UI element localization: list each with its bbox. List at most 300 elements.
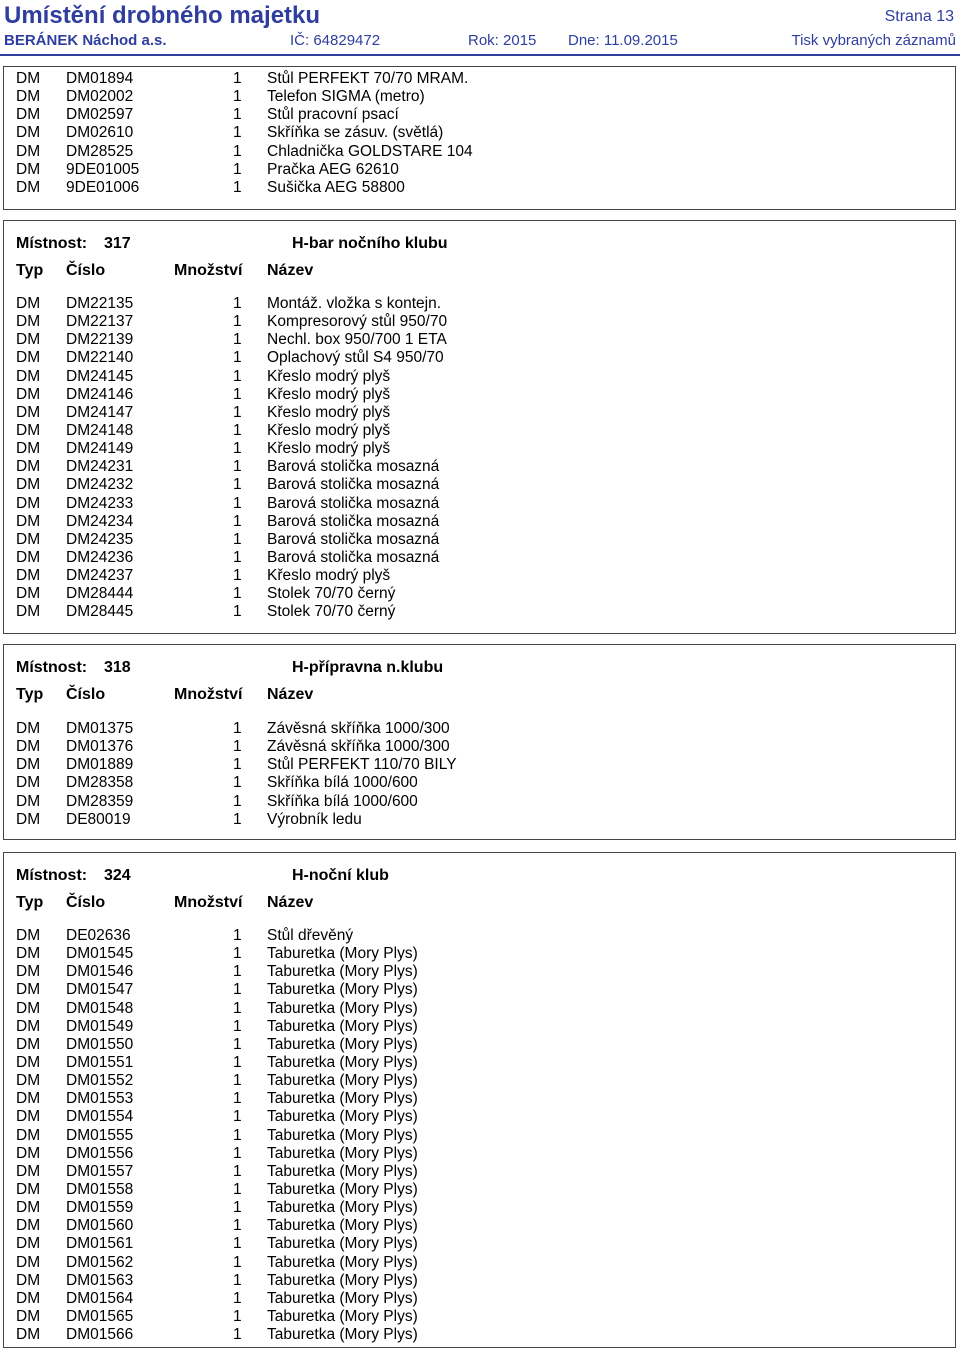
cell-cislo: DM01552	[66, 1072, 134, 1090]
table-row	[4, 1254, 955, 1272]
cell-mnozstvi: 1	[233, 178, 242, 196]
cell-mnozstvi: 1	[233, 774, 242, 792]
cell-mnozstvi: 1	[233, 88, 242, 106]
cell-cislo: DE80019	[66, 810, 131, 828]
cell-mnozstvi: 1	[233, 1053, 242, 1071]
cell-cislo: DE02636	[66, 927, 131, 944]
cell-nazev: Barová stolička mosazná	[267, 494, 440, 512]
cell-mnozstvi: 1	[233, 548, 242, 566]
cell-mnozstvi: 1	[233, 720, 242, 737]
table-row	[4, 124, 955, 142]
cell-typ: DM	[16, 1289, 41, 1307]
cell-typ: DM	[16, 88, 41, 106]
cell-mnozstvi: 1	[233, 1144, 242, 1162]
cell-mnozstvi: 1	[233, 1235, 242, 1253]
table-row	[4, 1000, 955, 1018]
cell-mnozstvi: 1	[233, 603, 242, 621]
table-row	[4, 440, 955, 458]
table-row	[4, 811, 955, 829]
table-row	[4, 1217, 955, 1235]
table-row	[4, 88, 955, 106]
cell-nazev: Taburetka (Mory Plys)	[267, 999, 418, 1017]
cell-nazev: Stolek 70/70 černý	[267, 585, 396, 603]
cell-nazev: Taburetka (Mory Plys)	[267, 1126, 418, 1144]
cell-nazev: Taburetka (Mory Plys)	[267, 1035, 418, 1053]
cell-nazev: Taburetka (Mory Plys)	[267, 1072, 418, 1090]
cell-nazev: Stůl dřevěný	[267, 927, 354, 944]
cell-cislo: DM01561	[66, 1235, 134, 1253]
table-row	[4, 1145, 955, 1163]
cell-mnozstvi: 1	[233, 160, 242, 178]
cell-cislo: DM01556	[66, 1144, 134, 1162]
cell-nazev: Kompresorový stůl 950/70	[267, 313, 448, 331]
cell-typ: DM	[16, 331, 41, 349]
cell-typ: DM	[16, 494, 41, 512]
table-row	[4, 295, 955, 313]
cell-cislo: DM01548	[66, 999, 134, 1017]
table-row	[4, 793, 955, 811]
cell-nazev: Křeslo modrý plyš	[267, 440, 391, 458]
table-row	[4, 963, 955, 981]
col-typ: Typ	[16, 262, 44, 279]
cell-mnozstvi: 1	[233, 1307, 242, 1325]
table-row	[4, 585, 955, 603]
column-headers	[4, 262, 955, 282]
cell-typ: DM	[16, 720, 41, 737]
cell-nazev: Montáž. vložka s kontejn.	[267, 295, 442, 312]
col-mnozstvi: Množství	[174, 262, 243, 279]
cell-cislo: DM24149	[66, 440, 134, 458]
room-rows	[4, 720, 955, 829]
cell-typ: DM	[16, 124, 41, 142]
cell-cislo: DM01558	[66, 1180, 134, 1198]
cell-nazev: Závěsná skříňka 1000/300	[267, 738, 450, 756]
table-row	[4, 476, 955, 494]
cell-nazev: Taburetka (Mory Plys)	[267, 1144, 418, 1162]
cell-typ: DM	[16, 1090, 41, 1108]
table-row	[4, 720, 955, 738]
cell-typ: DM	[16, 385, 41, 403]
cell-typ: DM	[16, 1326, 41, 1344]
col-nazev: Název	[267, 262, 314, 279]
table-row	[4, 1308, 955, 1326]
page-header	[0, 0, 960, 60]
col-nazev: Název	[267, 894, 314, 911]
cell-typ: DM	[16, 1180, 41, 1198]
table-row	[4, 1072, 955, 1090]
report-date: Dne: 11.09.2015	[568, 32, 678, 49]
table-row	[4, 945, 955, 963]
cell-cislo: DM01550	[66, 1035, 134, 1053]
cell-typ: DM	[16, 548, 41, 566]
cell-mnozstvi: 1	[233, 999, 242, 1017]
cell-nazev: Nechl. box 950/700 1 ETA	[267, 331, 447, 349]
room-rows	[4, 295, 955, 622]
cell-cislo: DM01551	[66, 1053, 134, 1071]
cell-mnozstvi: 1	[233, 295, 242, 312]
table-row	[4, 331, 955, 349]
table-row	[4, 549, 955, 567]
table-row	[4, 513, 955, 531]
cell-cislo: DM22140	[66, 349, 134, 367]
table-row	[4, 313, 955, 331]
cell-cislo: DM22139	[66, 331, 134, 349]
cell-mnozstvi: 1	[233, 1162, 242, 1180]
cell-mnozstvi: 1	[233, 738, 242, 756]
cell-typ: DM	[16, 792, 41, 810]
col-cislo: Číslo	[66, 262, 106, 279]
table-row	[4, 1090, 955, 1108]
col-nazev: Název	[267, 686, 314, 703]
cell-typ: DM	[16, 981, 41, 999]
cell-cislo: DM28444	[66, 585, 134, 603]
table-row	[4, 927, 955, 945]
cell-nazev: Barová stolička mosazná	[267, 476, 440, 494]
cell-typ: DM	[16, 1126, 41, 1144]
column-headers	[4, 894, 955, 914]
cell-typ: DM	[16, 349, 41, 367]
cell-cislo: DM01563	[66, 1271, 134, 1289]
table-row	[4, 179, 955, 197]
header-divider	[0, 54, 960, 56]
cell-mnozstvi: 1	[233, 1253, 242, 1271]
cell-mnozstvi: 1	[233, 1217, 242, 1235]
room-section-318	[3, 644, 956, 840]
cell-mnozstvi: 1	[233, 981, 242, 999]
cell-cislo: DM24237	[66, 567, 134, 585]
cell-cislo: DM01889	[66, 756, 134, 774]
cell-mnozstvi: 1	[233, 1271, 242, 1289]
cell-mnozstvi: 1	[233, 1126, 242, 1144]
cell-nazev: Sušička AEG 58800	[267, 178, 405, 196]
cell-cislo: DM01545	[66, 945, 134, 963]
cell-cislo: DM01560	[66, 1217, 134, 1235]
cell-mnozstvi: 1	[233, 756, 242, 774]
cell-typ: DM	[16, 1017, 41, 1035]
table-row	[4, 1127, 955, 1145]
table-row	[4, 495, 955, 513]
cell-nazev: Barová stolička mosazná	[267, 512, 440, 530]
cell-typ: DM	[16, 999, 41, 1017]
col-cislo: Číslo	[66, 894, 106, 911]
table-row	[4, 386, 955, 404]
cell-typ: DM	[16, 367, 41, 385]
column-headers	[4, 686, 955, 706]
cell-mnozstvi: 1	[233, 945, 242, 963]
cell-mnozstvi: 1	[233, 927, 242, 944]
cell-nazev: Telefon SIGMA (metro)	[267, 88, 425, 106]
cell-mnozstvi: 1	[233, 385, 242, 403]
table-row	[4, 1272, 955, 1290]
cell-typ: DM	[16, 476, 41, 494]
cell-cislo: DM01546	[66, 963, 134, 981]
col-cislo: Číslo	[66, 686, 106, 703]
cell-mnozstvi: 1	[233, 1326, 242, 1344]
room-name: H-přípravna n.klubu	[292, 659, 444, 676]
table-row	[4, 404, 955, 422]
cell-cislo: DM24235	[66, 530, 134, 548]
cell-typ: DM	[16, 1235, 41, 1253]
cell-nazev: Oplachový stůl S4 950/70	[267, 349, 444, 367]
cell-mnozstvi: 1	[233, 1199, 242, 1217]
cell-nazev: Taburetka (Mory Plys)	[267, 1017, 418, 1035]
table-row	[4, 1181, 955, 1199]
cell-nazev: Taburetka (Mory Plys)	[267, 1053, 418, 1071]
cell-nazev: Taburetka (Mory Plys)	[267, 1326, 418, 1344]
cell-nazev: Závěsná skříňka 1000/300	[267, 720, 450, 737]
cell-nazev: Taburetka (Mory Plys)	[267, 1289, 418, 1307]
cell-cislo: DM24231	[66, 458, 134, 476]
page-number: Strana 13	[884, 8, 954, 25]
cell-typ: DM	[16, 567, 41, 585]
cell-mnozstvi: 1	[233, 792, 242, 810]
table-row	[4, 567, 955, 585]
cell-typ: DM	[16, 585, 41, 603]
cell-nazev: Stůl PERFEKT 70/70 MRAM.	[267, 70, 469, 87]
cell-typ: DM	[16, 927, 41, 944]
room-number: 317	[104, 235, 131, 252]
cell-typ: DM	[16, 160, 41, 178]
carryover-rows	[4, 70, 955, 197]
cell-mnozstvi: 1	[233, 530, 242, 548]
cell-typ: DM	[16, 421, 41, 439]
room-section-324	[3, 852, 956, 1348]
cell-cislo: DM01554	[66, 1108, 134, 1126]
cell-mnozstvi: 1	[233, 963, 242, 981]
cell-nazev: Výrobník ledu	[267, 810, 362, 828]
cell-cislo: DM01564	[66, 1289, 134, 1307]
cell-typ: DM	[16, 738, 41, 756]
cell-typ: DM	[16, 313, 41, 331]
cell-mnozstvi: 1	[233, 313, 242, 331]
table-row	[4, 756, 955, 774]
cell-mnozstvi: 1	[233, 1289, 242, 1307]
room-name: H-bar nočního klubu	[292, 235, 448, 252]
cell-cislo: DM24233	[66, 494, 134, 512]
table-row	[4, 70, 955, 88]
cell-nazev: Skříňka bílá 1000/600	[267, 792, 418, 810]
room-label: Místnost:	[16, 659, 88, 676]
cell-cislo: DM24236	[66, 548, 134, 566]
cell-nazev: Taburetka (Mory Plys)	[267, 981, 418, 999]
cell-cislo: DM24234	[66, 512, 134, 530]
table-row	[4, 603, 955, 621]
table-row	[4, 422, 955, 440]
cell-typ: DM	[16, 178, 41, 196]
table-row	[4, 1326, 955, 1344]
cell-nazev: Křeslo modrý plyš	[267, 385, 391, 403]
cell-mnozstvi: 1	[233, 458, 242, 476]
cell-cislo: DM02597	[66, 106, 134, 124]
cell-cislo: DM28525	[66, 142, 134, 160]
cell-nazev: Skříňka bílá 1000/600	[267, 774, 418, 792]
cell-cislo: DM24146	[66, 385, 134, 403]
cell-mnozstvi: 1	[233, 349, 242, 367]
cell-nazev: Taburetka (Mory Plys)	[267, 963, 418, 981]
cell-nazev: Skříňka se zásuv. (světlá)	[267, 124, 444, 142]
table-row	[4, 1054, 955, 1072]
cell-nazev: Taburetka (Mory Plys)	[267, 1162, 418, 1180]
cell-cislo: DM01566	[66, 1326, 134, 1344]
page-title: Umístění drobného majetku	[4, 2, 321, 29]
cell-cislo: 9DE01006	[66, 178, 140, 196]
cell-nazev: Taburetka (Mory Plys)	[267, 1271, 418, 1289]
company-ico: IČ: 64829472	[290, 32, 381, 49]
cell-cislo: DM01549	[66, 1017, 134, 1035]
col-typ: Typ	[16, 894, 44, 911]
cell-cislo: DM01547	[66, 981, 134, 999]
cell-nazev: Pračka AEG 62610	[267, 160, 399, 178]
cell-mnozstvi: 1	[233, 124, 242, 142]
cell-typ: DM	[16, 440, 41, 458]
cell-mnozstvi: 1	[233, 512, 242, 530]
cell-nazev: Chladnička GOLDSTARE 104	[267, 142, 473, 160]
table-row	[4, 349, 955, 367]
cell-cislo: DM01375	[66, 720, 134, 737]
cell-mnozstvi: 1	[233, 567, 242, 585]
cell-typ: DM	[16, 142, 41, 160]
cell-typ: DM	[16, 1271, 41, 1289]
cell-typ: DM	[16, 756, 41, 774]
cell-typ: DM	[16, 945, 41, 963]
company-name: BERÁNEK Náchod a.s.	[4, 32, 167, 49]
cell-typ: DM	[16, 1199, 41, 1217]
cell-cislo: DM24147	[66, 403, 134, 421]
cell-mnozstvi: 1	[233, 1072, 242, 1090]
cell-typ: DM	[16, 1144, 41, 1162]
cell-mnozstvi: 1	[233, 403, 242, 421]
cell-mnozstvi: 1	[233, 810, 242, 828]
cell-cislo: DM28445	[66, 603, 134, 621]
cell-cislo: DM24232	[66, 476, 134, 494]
cell-cislo: DM02002	[66, 88, 134, 106]
cell-cislo: 9DE01005	[66, 160, 140, 178]
cell-nazev: Taburetka (Mory Plys)	[267, 1180, 418, 1198]
cell-nazev: Barová stolička mosazná	[267, 548, 440, 566]
cell-nazev: Taburetka (Mory Plys)	[267, 1307, 418, 1325]
cell-mnozstvi: 1	[233, 440, 242, 458]
cell-mnozstvi: 1	[233, 142, 242, 160]
report-type: Tisk vybraných záznamů	[791, 32, 956, 49]
cell-typ: DM	[16, 810, 41, 828]
room-section-317	[3, 220, 956, 634]
table-row	[4, 368, 955, 386]
cell-typ: DM	[16, 1072, 41, 1090]
table-row	[4, 1108, 955, 1126]
room-number: 318	[104, 659, 131, 676]
cell-typ: DM	[16, 1035, 41, 1053]
cell-nazev: Křeslo modrý plyš	[267, 403, 391, 421]
table-row	[4, 1036, 955, 1054]
cell-mnozstvi: 1	[233, 1180, 242, 1198]
col-mnozstvi: Množství	[174, 686, 243, 703]
cell-nazev: Barová stolička mosazná	[267, 458, 440, 476]
cell-typ: DM	[16, 530, 41, 548]
cell-typ: DM	[16, 106, 41, 124]
room-number: 324	[104, 867, 131, 884]
cell-nazev: Stůl pracovní psací	[267, 106, 399, 124]
cell-mnozstvi: 1	[233, 1017, 242, 1035]
cell-typ: DM	[16, 603, 41, 621]
cell-typ: DM	[16, 774, 41, 792]
cell-typ: DM	[16, 1307, 41, 1325]
cell-cislo: DM02610	[66, 124, 134, 142]
cell-cislo: DM01376	[66, 738, 134, 756]
cell-typ: DM	[16, 403, 41, 421]
room-name: H-noční klub	[292, 867, 389, 884]
table-row	[4, 738, 955, 756]
cell-cislo: DM28359	[66, 792, 134, 810]
cell-mnozstvi: 1	[233, 494, 242, 512]
cell-typ: DM	[16, 1217, 41, 1235]
cell-nazev: Křeslo modrý plyš	[267, 421, 391, 439]
cell-cislo: DM22135	[66, 295, 134, 312]
table-row	[4, 1290, 955, 1308]
cell-nazev: Stůl PERFEKT 110/70 BILY	[267, 756, 457, 774]
cell-typ: DM	[16, 295, 41, 312]
cell-nazev: Křeslo modrý plyš	[267, 367, 391, 385]
cell-typ: DM	[16, 458, 41, 476]
cell-nazev: Barová stolička mosazná	[267, 530, 440, 548]
cell-cislo: DM24145	[66, 367, 134, 385]
cell-nazev: Taburetka (Mory Plys)	[267, 1199, 418, 1217]
cell-nazev: Taburetka (Mory Plys)	[267, 1235, 418, 1253]
cell-typ: DM	[16, 1162, 41, 1180]
cell-nazev: Taburetka (Mory Plys)	[267, 1090, 418, 1108]
table-row	[4, 774, 955, 792]
col-mnozstvi: Množství	[174, 894, 243, 911]
cell-cislo: DM01565	[66, 1307, 134, 1325]
cell-typ: DM	[16, 963, 41, 981]
table-row	[4, 106, 955, 124]
table-row	[4, 531, 955, 549]
cell-typ: DM	[16, 512, 41, 530]
table-row	[4, 981, 955, 999]
cell-cislo: DM22137	[66, 313, 134, 331]
cell-cislo: DM01559	[66, 1199, 134, 1217]
table-row	[4, 161, 955, 179]
cell-mnozstvi: 1	[233, 1035, 242, 1053]
cell-nazev: Taburetka (Mory Plys)	[267, 1108, 418, 1126]
cell-cislo: DM01557	[66, 1162, 134, 1180]
report-year: Rok: 2015	[468, 32, 537, 49]
cell-mnozstvi: 1	[233, 331, 242, 349]
cell-typ: DM	[16, 70, 41, 87]
cell-mnozstvi: 1	[233, 1090, 242, 1108]
cell-nazev: Taburetka (Mory Plys)	[267, 945, 418, 963]
table-row	[4, 1163, 955, 1181]
room-rows	[4, 927, 955, 1344]
cell-nazev: Stolek 70/70 černý	[267, 603, 396, 621]
cell-typ: DM	[16, 1108, 41, 1126]
cell-cislo: DM01553	[66, 1090, 134, 1108]
cell-mnozstvi: 1	[233, 70, 242, 87]
cell-mnozstvi: 1	[233, 367, 242, 385]
cell-cislo: DM01562	[66, 1253, 134, 1271]
table-row	[4, 1199, 955, 1217]
table-row	[4, 143, 955, 161]
table-row	[4, 458, 955, 476]
table-row	[4, 1018, 955, 1036]
cell-typ: DM	[16, 1053, 41, 1071]
cell-mnozstvi: 1	[233, 106, 242, 124]
col-typ: Typ	[16, 686, 44, 703]
room-label: Místnost:	[16, 867, 88, 884]
cell-mnozstvi: 1	[233, 585, 242, 603]
cell-nazev: Křeslo modrý plyš	[267, 567, 391, 585]
cell-nazev: Taburetka (Mory Plys)	[267, 1217, 418, 1235]
carryover-section	[3, 66, 956, 210]
